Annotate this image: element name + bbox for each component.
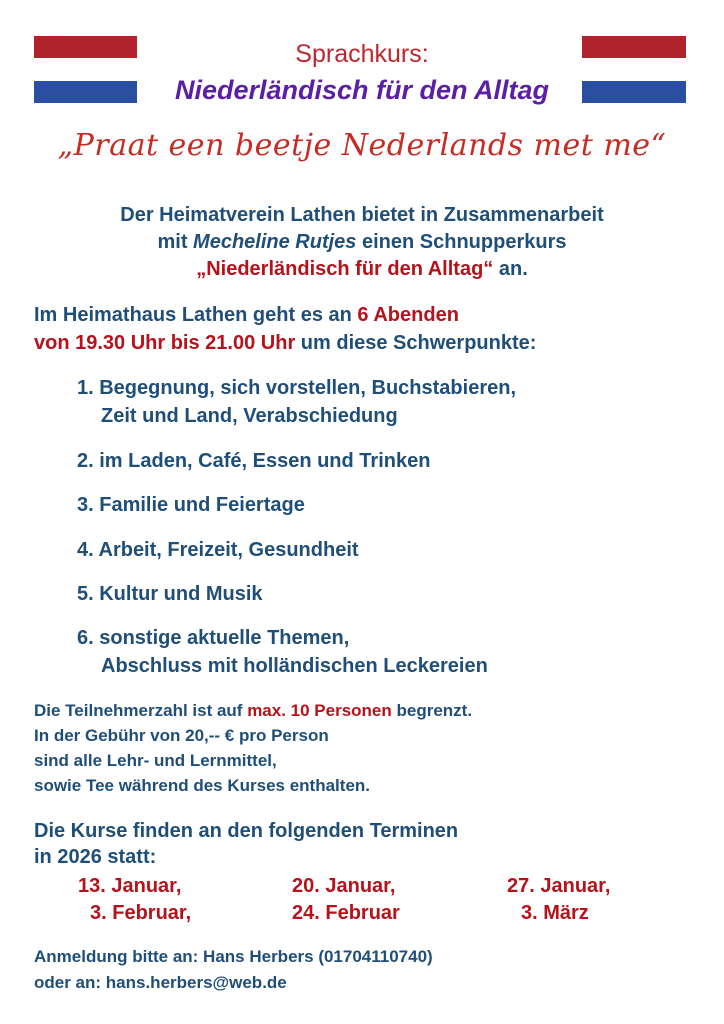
topic-1-line-2: Zeit und Land, Verabschiedung [101,405,398,427]
schedule-suffix: um diese Schwerpunkte: [295,332,537,354]
topic-6 [77,624,488,680]
course-name-highlight: „Niederländisch für den Alltag“ [196,258,494,280]
schedule-line-1 [34,301,536,329]
fees-line-3: sind alle Lehr- und Lernmittel, [34,751,277,770]
schedule-text [34,301,536,357]
date-item: 3. März [521,902,589,924]
course-title: Niederländisch für den Alltag [174,75,550,105]
topic-6-line-1: 6. sonstige aktuelle Themen, [77,627,350,649]
topic-6-line-2: Abschluss mit holländischen Leckereien [101,655,488,677]
intro-line-3-suffix: an. [493,258,528,280]
slogan: „Praat een beetje Nederlands met me“ [57,128,667,163]
intro-text [0,202,724,283]
dates-intro [34,818,458,870]
dates-intro-line-2: in 2026 statt: [34,846,157,868]
topic-2 [77,447,430,475]
intro-line-2-prefix: mit [157,231,194,253]
date-item: 20. Januar, [292,875,396,897]
intro-line-1: Der Heimatverein Lathen bietet in Zusammenarbeit [120,204,604,226]
topic-4 [77,536,359,564]
contact-line-2: oder an: hans.herbers@web.de [34,973,287,992]
schedule-prefix: Im Heimathaus Lathen geht es an [34,304,358,326]
date-item: 27. Januar, [507,875,611,897]
fees-line-4: sowie Tee während des Kurses enthalten. [34,776,371,795]
dates-intro-line-1: Die Kurse finden an den folgenden Terminen [34,820,459,842]
topic-1 [77,374,516,430]
date-item: 3. Februar, [90,902,192,924]
topic-3 [77,491,305,519]
course-label: Sprachkurs: [295,40,429,68]
intro-line-2-suffix: einen Schnupperkurs [356,231,567,253]
fees-prefix: Die Teilnehmerzahl ist auf [34,701,248,720]
fees-line-2: In der Gebühr von 20,-- € pro Person [34,726,329,745]
evenings-count: 6 Abenden [357,304,459,326]
fees-line-1 [34,698,472,723]
topic-2-line-1: 2. im Laden, Café, Essen und Trinken [77,450,431,472]
topic-5-line-1: 5. Kultur und Musik [77,583,263,605]
max-participants: max. 10 Personen [247,701,392,720]
topic-4-line-1: 4. Arbeit, Freizeit, Gesundheit [77,539,359,561]
fees-suffix: begrenzt. [391,701,473,720]
schedule-line-2 [34,329,536,357]
topic-1-line-1: 1. Begegnung, sich vorstellen, Buchstabieren, [77,377,516,399]
time-range: von 19.30 Uhr bis 21.00 Uhr [34,332,296,354]
contact-info [34,944,433,996]
date-item: 24. Februar [292,902,400,924]
fees-text [34,698,472,798]
date-item: 13. Januar, [78,875,182,897]
contact-line-1: Anmeldung bitte an: Hans Herbers (01704110740) [34,947,433,966]
intro-line-2 [0,229,724,256]
topic-3-line-1: 3. Familie und Feiertage [77,494,305,516]
teacher-name: Mecheline Rutjes [193,231,357,253]
intro-line-3 [0,256,724,283]
topic-5 [77,580,263,608]
